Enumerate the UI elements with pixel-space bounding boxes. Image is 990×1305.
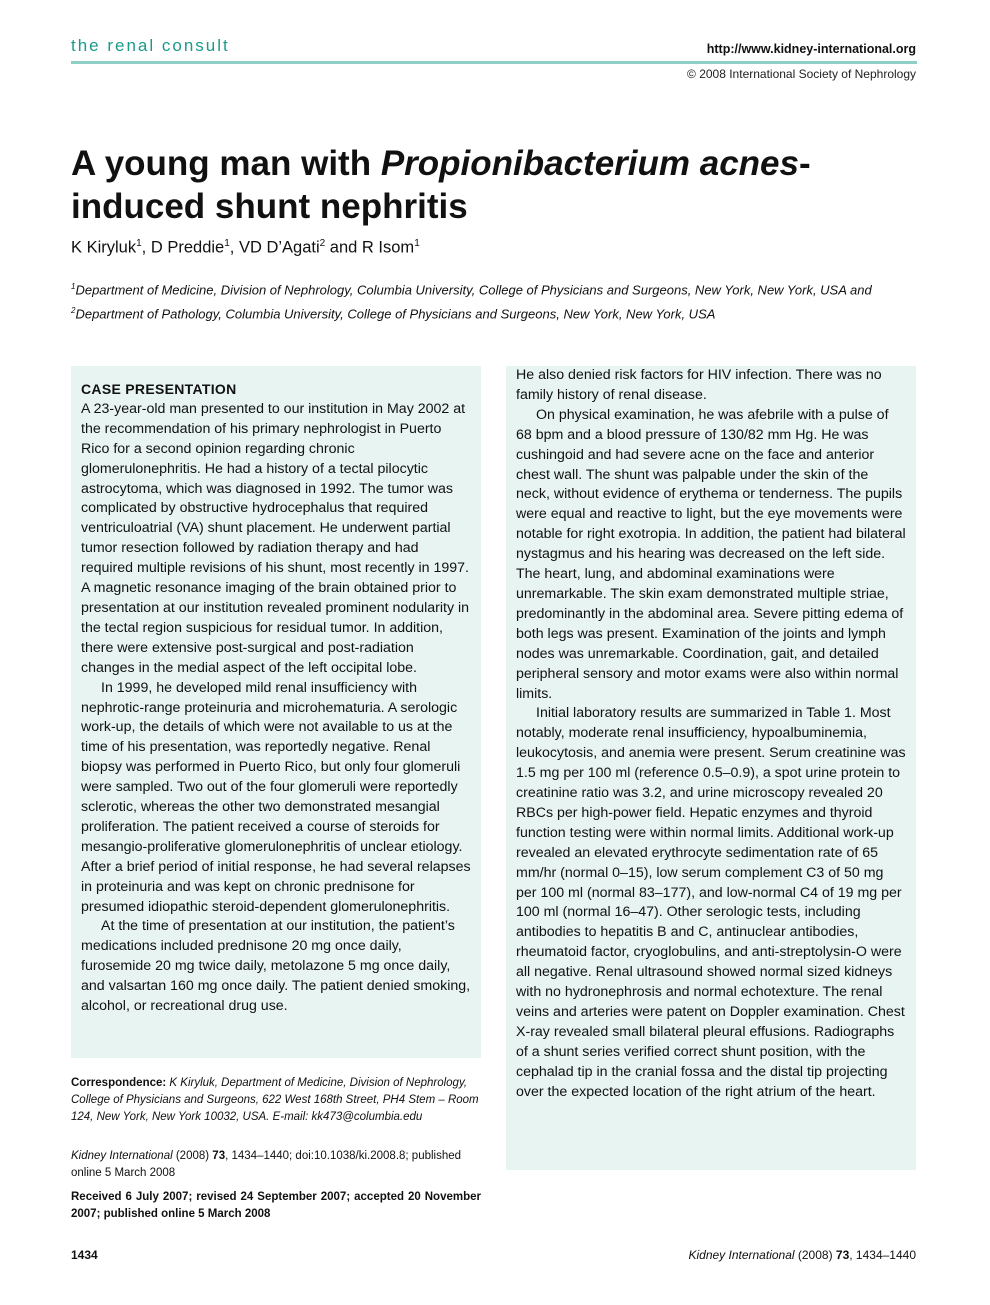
article-title xyxy=(71,142,921,228)
citation-journal: Kidney International xyxy=(71,1150,173,1162)
body-column-left xyxy=(71,366,481,1058)
paragraph: A 23-year-old man presented to our institution in May 2002 at the recommendation of his primary nephrologist in Puerto Rico for a second opinion regarding chronic glomerulonephritis. He had a history of a tectal pilocytic astrocytoma, which was diagnosed in 1992. The tumor was complicated by obstructive hydrocephalus that required ventriculoatrial (VA) shunt placement. He underwent partial tumor resection followed by radiation therapy and had required multiple revisions of his shunt, most recently in 1997. A magnetic resonance imaging of the brain obtained prior to presentation at our institution revealed prominent nodularity in the tectal region suspicious for residual tumor. In addition, there were extensive post-surgical and post-radiation changes in the medial aspect of the left occipital lobe. xyxy=(81,400,470,676)
correspondence-label: Correspondence: xyxy=(71,1077,167,1089)
author-sup: 2 xyxy=(319,238,326,249)
author-sep: , xyxy=(229,238,239,257)
journal-url-link[interactable]: http://www.kidney-international.org xyxy=(706,42,916,56)
footer-volume: 73 xyxy=(835,1248,850,1262)
author-sup: 1 xyxy=(414,238,420,249)
author: R Isom xyxy=(361,238,415,257)
section-tag: the renal consult xyxy=(71,36,230,55)
copyright: © 2008 International Society of Nephrology xyxy=(687,67,916,81)
body-column-right xyxy=(506,366,916,1170)
article-citation xyxy=(71,1148,481,1182)
section-heading: CASE PRESENTATION xyxy=(81,381,237,397)
paragraph: At the time of presentation at our institution, the patient’s medications included prednisone 20 mg once daily, furosemide 20 mg twice daily, metolazone 5 mg once daily, and valsartan 160 mg once daily. The patient denied smoking, alcohol, or recreational drug use. xyxy=(81,918,471,1015)
author: K Kiryluk xyxy=(71,238,137,257)
title-part1: A young man with xyxy=(71,144,381,183)
author-sup: 1 xyxy=(136,238,142,249)
citation-rest: , 1434–1440; doi:10.1038/ki.2008.8; published online 5 March 2008 xyxy=(71,1150,462,1179)
affil-and: and xyxy=(850,282,872,298)
footer-citation xyxy=(688,1248,916,1262)
page-number: 1434 xyxy=(71,1248,98,1262)
footer-pages: , 1434–1440 xyxy=(849,1248,916,1262)
title-italic: Propionibacterium acnes xyxy=(380,144,799,183)
affiliation-1: Department of Medicine, Division of Nephrology, Columbia University, College of Physicians and Surgeons, New York, New York, USA xyxy=(75,282,847,298)
author: VD D’Agati xyxy=(238,238,320,257)
affiliations xyxy=(71,276,917,325)
author-sup: 1 xyxy=(224,238,230,249)
title-part2: -induced shunt nephritis xyxy=(71,144,811,226)
paragraph: In 1999, he developed mild renal insufficiency with nephrotic-range proteinuria and microhematuria. A serologic work-up, the details of which were not available to us at the time of his presentation, was reportedly negative. Renal biopsy was performed in Puerto Rico, but only four glomeruli were sampled. Two out of the four glomeruli were reportedly sclerotic, whereas the other two demonstrated mesangial proliferation. The patient received a course of steroids for mesangio-proliferative glomerulonephritis of unclear etiology. After a brief period of initial response, he had several relapses in proteinuria and was kept on chronic prednisone for presumed idiopathic steroid-dependent glomerulonephritis. xyxy=(81,679,471,915)
author-sep: , xyxy=(141,238,151,257)
affiliation-2: Department of Pathology, Columbia University, College of Physicians and Surgeons, New York, New York, USA xyxy=(75,306,716,322)
paragraph: He also denied risk factors for HIV infection. There was no family history of renal disease. xyxy=(516,367,882,403)
affil-sup: 1 xyxy=(71,282,76,291)
citation-volume: 73 xyxy=(212,1150,226,1162)
author-list xyxy=(71,238,420,258)
affil-sup: 2 xyxy=(71,306,76,316)
section-rule xyxy=(71,61,917,64)
footer-year: (2008) xyxy=(794,1248,836,1262)
citation-year: (2008) xyxy=(172,1150,213,1162)
paragraph: On physical examination, he was afebrile with a pulse of 68 bpm and a blood pressure of 130/82 mm Hg. He was cushingoid and had severe acne on the face and anterior chest wall. The shunt was palpable under the skin of the neck, without evidence of erythema or tenderness. The pupils were equal and reactive to light, but the eye movements were notable for right exotropia. In addition, the patient had bilateral nystagmus and his hearing was decreased on the left side. The heart, lung, and abdominal examinations were unremarkable. The skin exam demonstrated multiple striae, predominantly in the abdominal area. Severe pitting edema of both legs was present. Examination of the joints and lymph nodes was unremarkable. Coordination, gait, and detailed peripheral sensory and motor exams were also within normal limits. xyxy=(516,406,906,702)
footer-journal: Kidney International xyxy=(688,1248,795,1262)
correspondence xyxy=(71,1075,481,1126)
paragraph: Initial laboratory results are summarized in Table 1. Most notably, moderate renal insufficiency, hypoalbuminemia, leukocytosis, and anemia were present. Serum creatinine was 1.5 mg per 100 ml (reference 0.5–0.9), a spot urine protein to creatinine ratio was 3.2, and urine microscopy revealed 20 RBCs per high-power field. Hepatic enzymes and thyroid function testing were within normal limits. Additional work-up revealed an elevated erythrocyte sedimentation rate of 65 mm/hr (normal 0–15), low serum complement C3 of 50 mg per 100 ml (normal 83–177), and low-normal C4 of 19 mg per 100 ml (normal 16–47). Other serologic tests, including antibodies to hepatitis B and C, antinuclear antibodies, rheumatoid factor, cryoglobulins, and anti-streptolysin-O were all negative. Renal ultrasound showed normal sized kidneys with no hydronephrosis and normal echotexture. The renal veins and arteries were patent on Doppler examination. Chest X-ray revealed small bilateral pleural effusions. Radiographs of a shunt series verified correct shunt position, with the cephalad tip in the cranial fossa and the distal tip projecting over the expected location of the right atrium of the heart. xyxy=(516,705,906,1100)
received-dates: Received 6 July 2007; revised 24 September 2007; accepted 20 November 2007; published online 5 March 2008 xyxy=(71,1191,481,1220)
correspondence-text: K Kiryluk, Department of Medicine, Division of Nephrology, College of Physicians and Surgeons, 622 West 168th Street, PH4 Stem – Room 124, New York, New York 10032, USA. E-mail: kk473@columbia.edu xyxy=(71,1077,479,1123)
author: D Preddie xyxy=(150,238,225,257)
author-and: and xyxy=(325,238,362,257)
